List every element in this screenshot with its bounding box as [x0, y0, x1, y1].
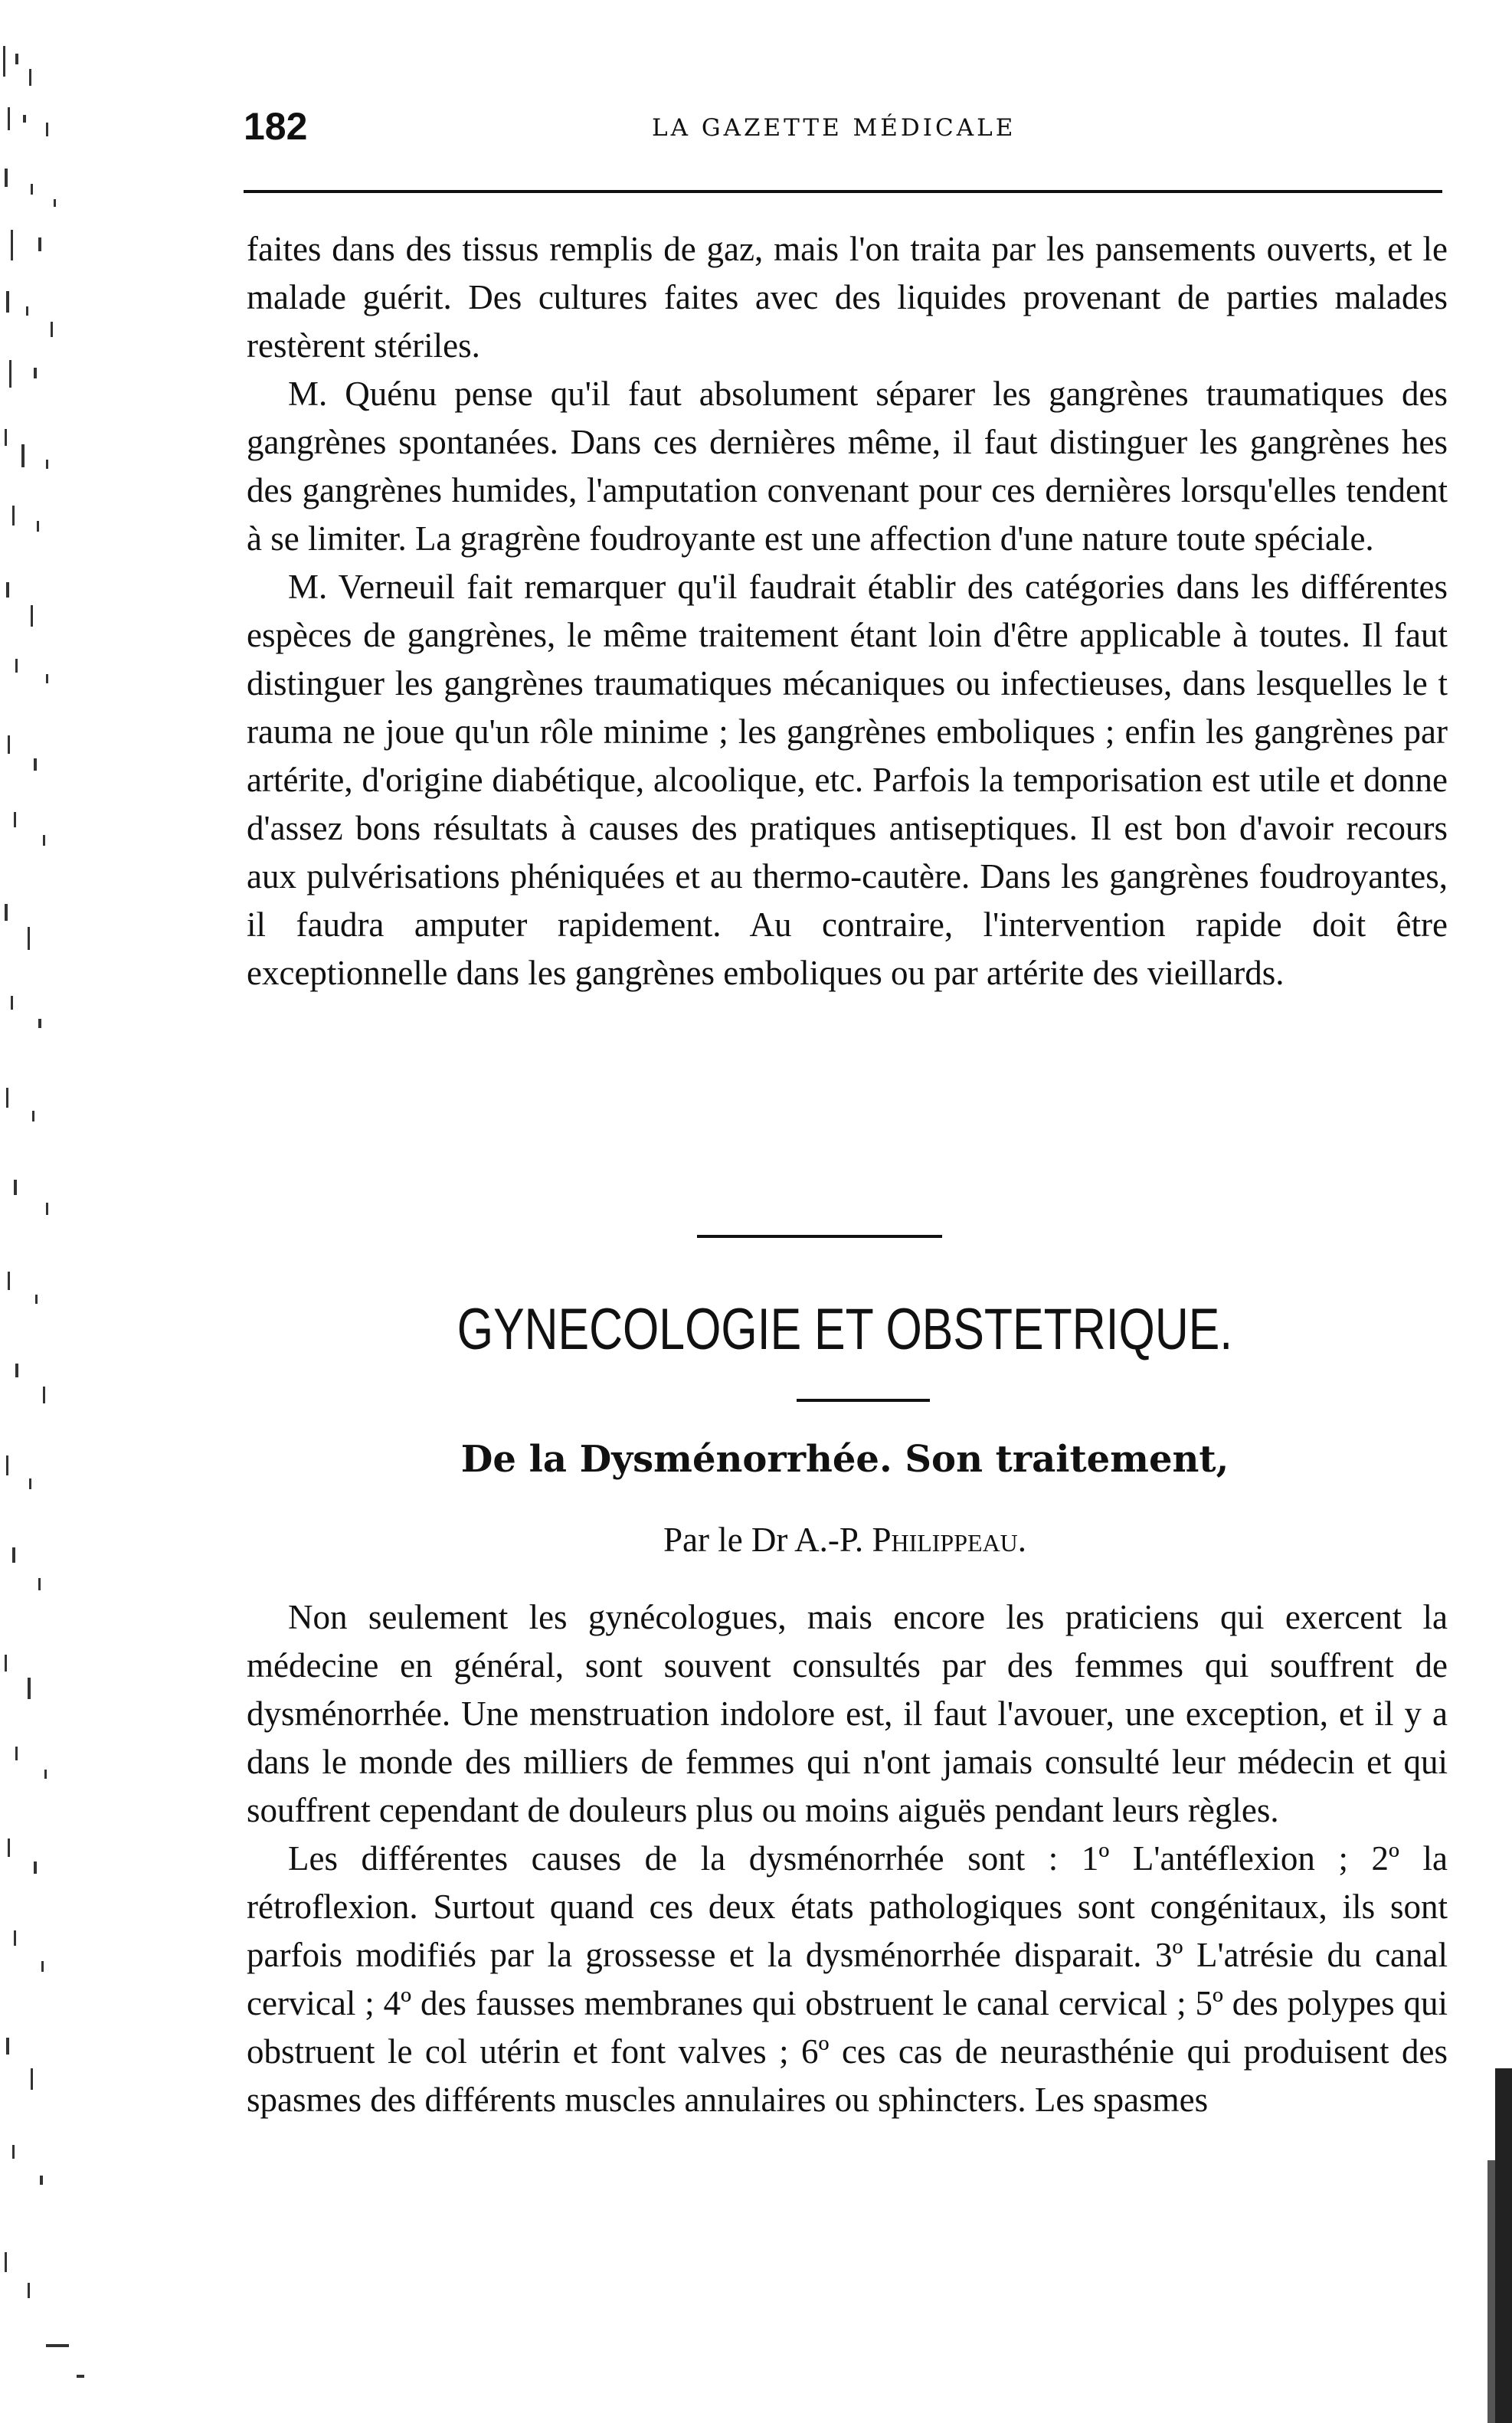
margin-scan-noise [0, 0, 84, 2423]
paragraph: faites dans des tissus remplis de gaz, mais l'on traita par les pansements ouverts, et le malade guérit. Des cultures faites avec des liquides provenant de parties malades restèrent stériles. [247, 230, 1448, 365]
paragraph: Non seulement les gynécologues, mais encore les praticiens qui exercent la médecine en général, sont souvent consultés par des femmes qui souffrent de dysménorrhée. Une menstruation indolore est, il faut l'avouer, une exception, et il y a dans le monde des milliers de femmes qui n'ont jamais consulté leur médecin et qui souffrent cependant de douleurs plus ou moins aiguës pendant leurs règles. [247, 1598, 1448, 1829]
running-title: LA GAZETTE MÉDICALE [652, 114, 1016, 142]
section-heading: GYNECOLOGIE ET OBSTETRIQUE. [457, 1297, 1233, 1362]
section-divider [797, 1399, 930, 1402]
page-edge-shadow [1477, 2068, 1512, 2423]
continuation-text [247, 225, 1448, 997]
header-rule [244, 190, 1442, 193]
byline-prefix: Par le Dr A.-P. [663, 1521, 872, 1559]
author-name: Philippeau. [872, 1521, 1027, 1559]
paragraph: M. Verneuil fait remarquer qu'il faudrait établir des catégories dans les différentes espèces de gangrènes, le même traitement étant loin d'être applicable à toutes. Il faut distinguer les gangrènes traumatiques mécaniques ou infectieuses, dans lesquelles le t rauma ne joue qu'un rôle minime ; les gangrènes emboliques ; enfin les gangrènes par artérite, d'origine diabétique, alcoolique, etc. Parfois la temporisation est utile et donne d'assez bons résultats à causes des pratiques antiseptiques. Il est bon d'avoir recours aux pulvérisations phéniquées et au thermo-cautère. Dans les gangrènes foudroyantes, il faudra amputer rapidement. Au contraire, l'intervention rapide doit être exceptionnelle dans les gangrènes emboliques ou par artérite des vieillards. [247, 568, 1448, 992]
paragraph: M. Quénu pense qu'il faut absolument séparer les gangrènes traumatiques des gangrènes spontanées. Dans ces dernières même, il faut distinguer les gangrènes hes des gangrènes humides, l'amputation convenant pour ces dernières lorsqu'elles tendent à se limiter. La gragrène foudroyante est une affection d'une nature toute spéciale. [247, 375, 1448, 558]
paragraph: Les différentes causes de la dysménorrhée sont : 1º L'antéflexion ; 2º la rétroflexion. Surtout quand ces deux états pathologiques sont congénitaux, ils sont parfois modifiés par la grossesse et la dysménorrhée disparait. 3º L'atrésie du canal cervical ; 4º des fausses membranes qui obstruent le canal cervical ; 5º des polypes qui obstruent le col utérin et font valves ; 6º ces cas de neurasthénie qui produisent des spasmes des différents muscles annulaires ou sphincters. Les spasmes [247, 1839, 1448, 2119]
page-number: 182 [244, 105, 308, 148]
article-body [247, 1593, 1448, 2124]
article-title: De la Dysménorrhée. Son traitement, [460, 1438, 1229, 1481]
page-header [244, 100, 1438, 153]
section-divider [697, 1235, 942, 1238]
byline [244, 1517, 1446, 1563]
